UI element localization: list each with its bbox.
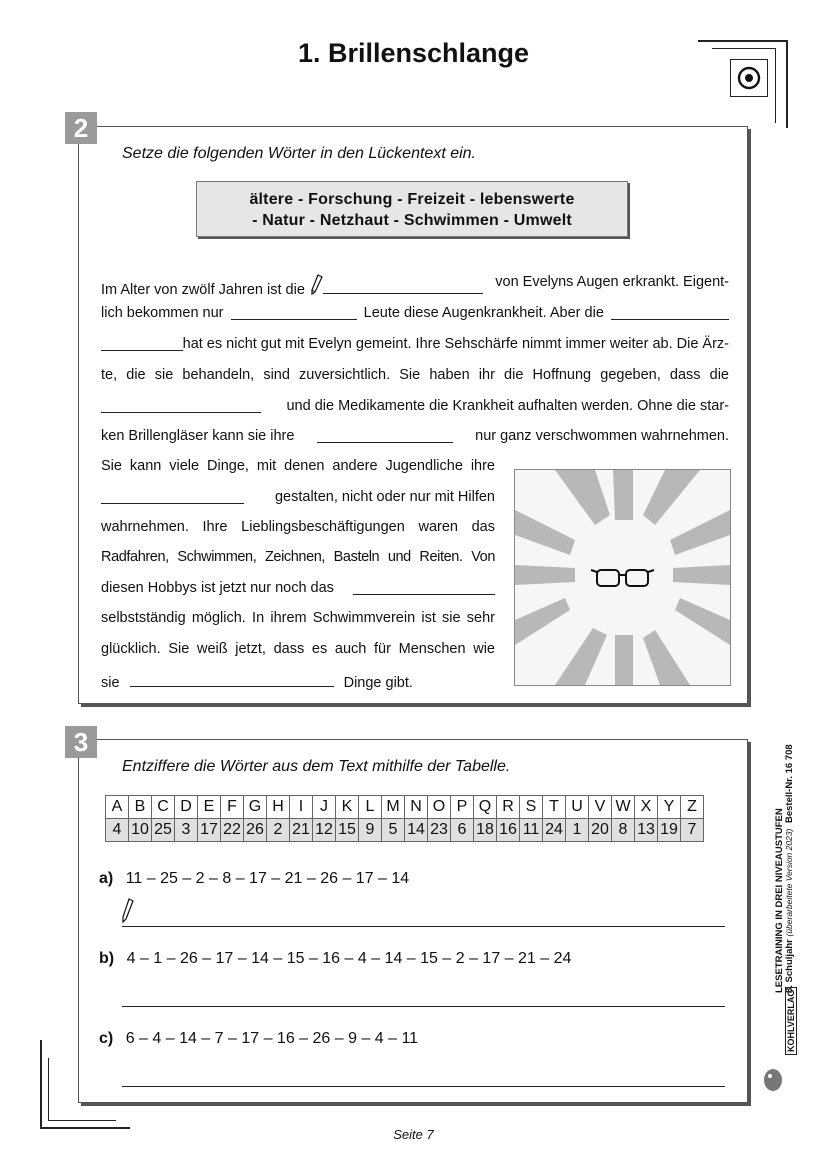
cipher-letter: K [336, 796, 359, 819]
cipher-number: 5 [382, 819, 405, 842]
cipher-letter: M [382, 796, 405, 819]
corner-line [48, 1120, 116, 1121]
corner-line [698, 40, 788, 42]
cipher-letter: I [290, 796, 313, 819]
pencil-icon [309, 274, 323, 296]
task-a [99, 870, 409, 888]
series-title: LESETRAINING IN DREI NIVEAUSTUFEN [774, 808, 785, 993]
cipher-letter: W [612, 796, 635, 819]
cipher-letter: J [313, 796, 336, 819]
cipher-letter: N [405, 796, 428, 819]
exercise-3-instruction: Entziffere die Wörter aus dem Text mithilfe der Tabelle. [122, 758, 511, 775]
cipher-number: 6 [451, 819, 474, 842]
blank-field[interactable] [231, 305, 357, 320]
cipher-letter: U [566, 796, 589, 819]
cipher-letter: H [267, 796, 290, 819]
cipher-number: 20 [589, 819, 612, 842]
cipher-number: 25 [152, 819, 175, 842]
cipher-letter: G [244, 796, 267, 819]
word-bank [196, 181, 628, 237]
cipher-number: 16 [497, 819, 520, 842]
cipher-number: 8 [612, 819, 635, 842]
cipher-letter: V [589, 796, 612, 819]
cipher-number: 14 [405, 819, 428, 842]
exercise-3-badge: 3 [65, 726, 97, 758]
cipher-letter: Z [681, 796, 704, 819]
corner-line [40, 1040, 42, 1128]
cipher-letter: X [635, 796, 658, 819]
cipher-number: 21 [290, 819, 313, 842]
task-label: a) [99, 870, 114, 887]
cloze-line: gestalten, nicht oder nur mit Hilfen [101, 489, 495, 505]
cloze-line: Radfahren, Schwimmen, Zeichnen, Basteln und Reiten. Von [101, 549, 495, 565]
blank-field[interactable] [317, 428, 453, 443]
cipher-letters-row [106, 796, 704, 819]
cipher-number: 17 [198, 819, 221, 842]
task-c [99, 1030, 418, 1048]
blank-field[interactable] [101, 489, 244, 504]
task-b [99, 950, 571, 968]
cipher-number: 1 [566, 819, 589, 842]
cipher-number: 23 [428, 819, 451, 842]
cipher-letter: Q [474, 796, 497, 819]
cipher-number: 4 [106, 819, 129, 842]
cipher-number: 10 [129, 819, 152, 842]
level-target-icon [730, 59, 768, 97]
blank-field[interactable] [130, 672, 334, 687]
blank-field[interactable] [101, 398, 261, 413]
cipher-letter: C [152, 796, 175, 819]
cipher-letter: O [428, 796, 451, 819]
blank-field[interactable] [101, 336, 183, 351]
cipher-number: 7 [681, 819, 704, 842]
page-number: Seite 7 [393, 1127, 434, 1142]
cloze-line: Sie kann viele Dinge, mit denen andere Jugendliche ihre [101, 458, 495, 474]
cipher-table [105, 795, 704, 842]
cipher-letter: S [520, 796, 543, 819]
cipher-number: 18 [474, 819, 497, 842]
corner-line [775, 48, 776, 123]
cipher-letter: Y [658, 796, 681, 819]
cipher-letter: R [497, 796, 520, 819]
cloze-line: sie Dinge gibt. [101, 672, 495, 691]
task-sequence: 4 – 1 – 26 – 17 – 14 – 15 – 16 – 4 – 14 – 15 – 2 – 17 – 21 – 24 [126, 950, 572, 967]
corner-line [786, 40, 788, 128]
word-bank-line: ältere - Forschung - Freizeit - lebenswerte [249, 191, 575, 208]
task-sequence: 11 – 25 – 2 – 8 – 17 – 21 – 26 – 17 – 14 [125, 870, 410, 887]
series-grade: 8. Schuljahr (überarbeitete Version 2023) [784, 828, 795, 993]
cipher-number: 11 [520, 819, 543, 842]
cipher-letter: B [129, 796, 152, 819]
cipher-number: 19 [658, 819, 681, 842]
cipher-number: 2 [267, 819, 290, 842]
cipher-letter: T [543, 796, 566, 819]
cloze-line: und die Medikamente die Krankheit aufhalten werden. Ohne die star- [101, 398, 729, 414]
cloze-line: wahrnehmen. Ihre Lieblingsbeschäftigungen waren das [101, 519, 495, 535]
cipher-number: 13 [635, 819, 658, 842]
task-label: b) [99, 950, 115, 967]
blank-field[interactable] [323, 279, 483, 294]
answer-line-b[interactable] [122, 1006, 725, 1007]
cloze-line: diesen Hobbys ist jetzt nur noch das [101, 580, 495, 596]
cipher-numbers-row [106, 819, 704, 842]
cloze-line: hat es nicht gut mit Evelyn gemeint. Ihre Sehschärfe nimmt immer weiter ab. Die Ärz- [101, 336, 729, 352]
answer-line-a[interactable] [122, 926, 725, 927]
cipher-number: 24 [543, 819, 566, 842]
publisher-mascot-icon [762, 1064, 784, 1094]
word-bank-line: - Natur - Netzhaut - Schwimmen - Umwelt [252, 212, 572, 229]
cipher-number: 26 [244, 819, 267, 842]
cipher-letter: E [198, 796, 221, 819]
pointing-hands-drawing [515, 470, 730, 685]
cipher-number: 12 [313, 819, 336, 842]
cipher-letter: P [451, 796, 474, 819]
exercise-2-instruction: Setze die folgenden Wörter in den Lückentext ein. [122, 145, 476, 162]
page-title: 1. Brillenschlange [297, 38, 530, 68]
cipher-number: 3 [175, 819, 198, 842]
cloze-line: lich bekommen nur Leute diese Augenkrankheit. Aber die [101, 305, 729, 321]
cloze-line: ken Brillengläser kann sie ihre nur ganz verschwommen wahrnehmen. [101, 428, 729, 444]
corner-line [48, 1058, 49, 1120]
cipher-letter: D [175, 796, 198, 819]
series-sidebar [755, 725, 796, 1085]
exercise-3-frame [78, 739, 748, 1103]
cipher-letter: F [221, 796, 244, 819]
cloze-line: selbstständig möglich. In ihrem Schwimmverein ist sie sehr [101, 610, 495, 626]
cipher-letter: L [359, 796, 382, 819]
cloze-line: Im Alter von zwölf Jahren ist die von Evelyns Augen erkrankt. Eigent- [101, 274, 729, 298]
blank-field[interactable] [353, 580, 495, 595]
exercise-2-badge: 2 [65, 112, 97, 144]
cloze-line: te, die sie behandeln, sind zuversichtlich. Sie haben ihr die Hoffnung gegeben, dass die [101, 367, 729, 383]
pencil-icon [120, 898, 134, 924]
blank-field[interactable] [611, 305, 729, 320]
task-label: c) [99, 1030, 114, 1047]
order-number: Bestell-Nr. 16 708 [784, 744, 795, 823]
cipher-number: 9 [359, 819, 382, 842]
pointing-hands-illustration [514, 469, 731, 686]
cipher-number: 22 [221, 819, 244, 842]
task-sequence: 6 – 4 – 14 – 7 – 17 – 16 – 26 – 9 – 4 – 11 [125, 1030, 419, 1047]
cipher-number: 15 [336, 819, 359, 842]
cipher-letter: A [106, 796, 129, 819]
corner-line [712, 48, 776, 49]
cloze-line: glücklich. Sie weiß jetzt, dass es auch für Menschen wie [101, 641, 495, 657]
answer-line-c[interactable] [122, 1086, 725, 1087]
publisher-logo: KOHLVERLAG [785, 987, 797, 1055]
